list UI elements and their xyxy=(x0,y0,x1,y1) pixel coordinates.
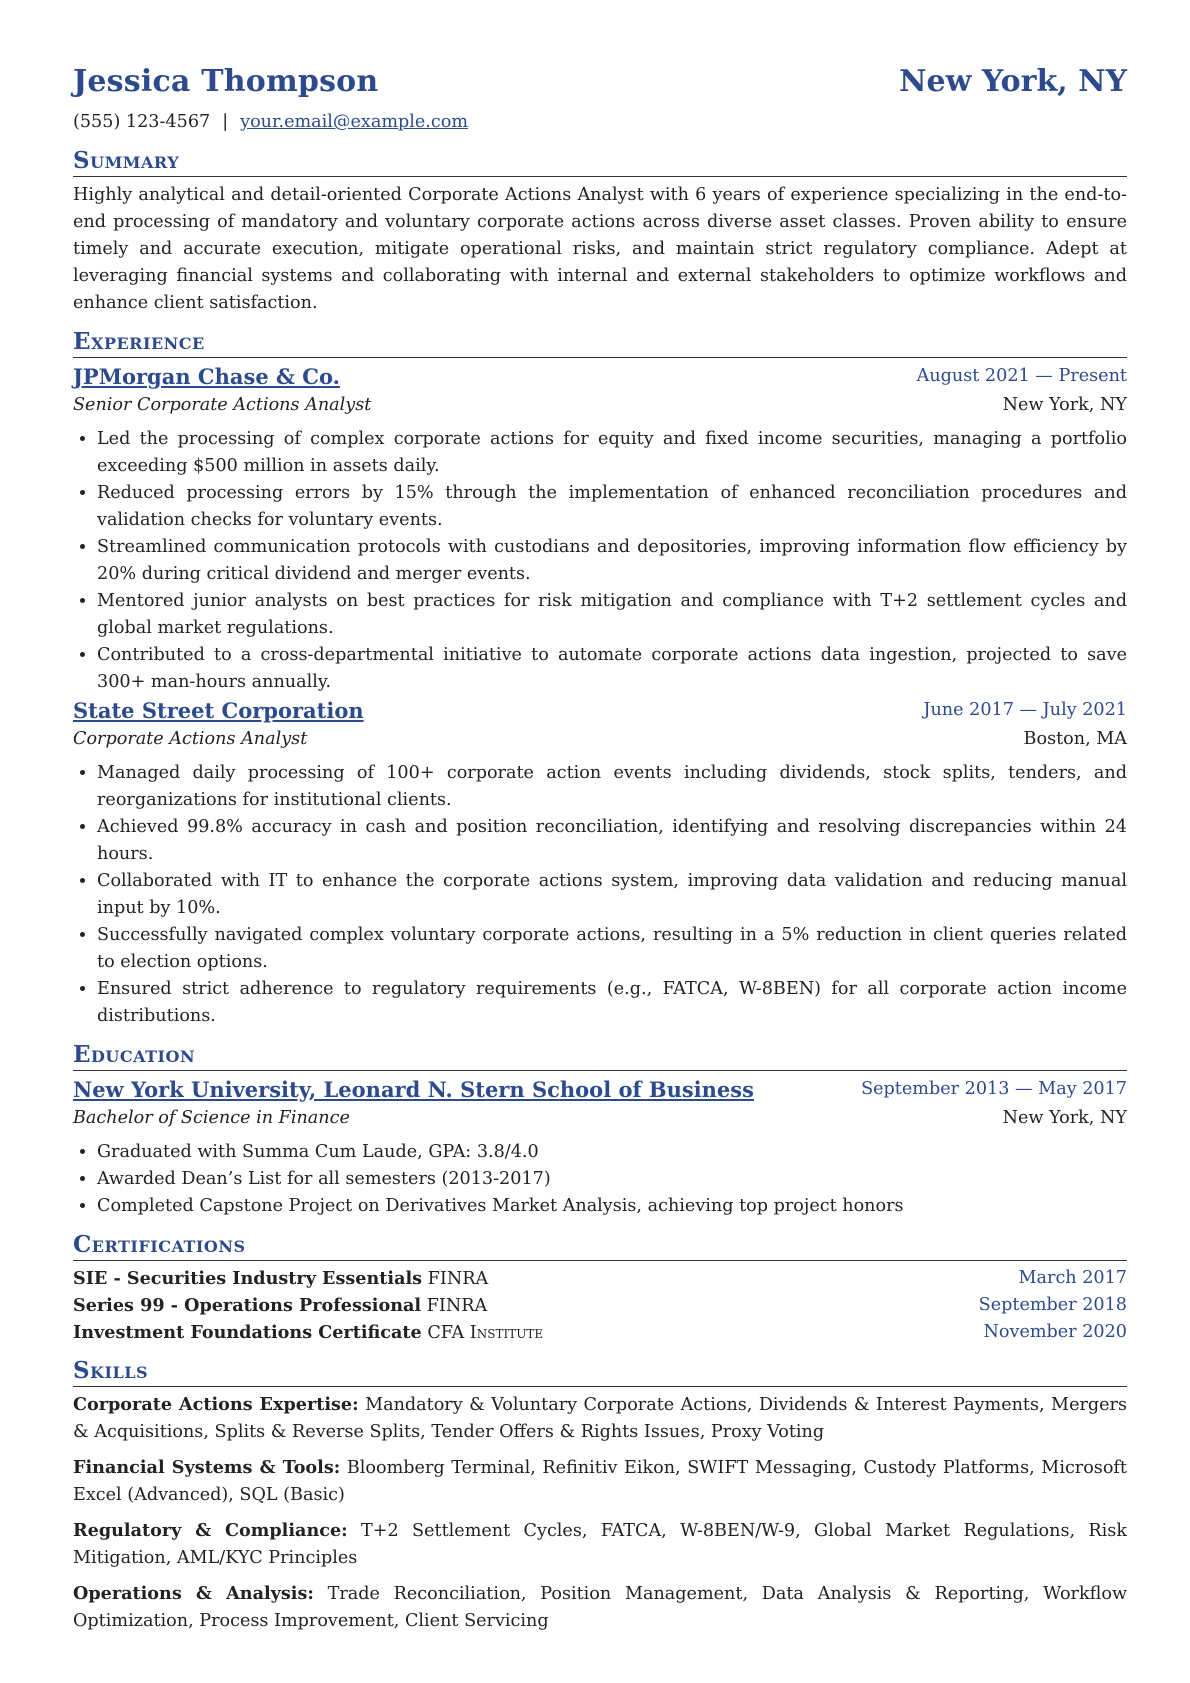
company-link[interactable]: State Street Corporation xyxy=(73,698,364,723)
email-link[interactable]: your.email@example.com xyxy=(240,112,469,132)
list-item: • Contributed to a cross-departmental initiative to automate corporate actions data ingestion, projected to save 300+ man-hours annually. xyxy=(97,642,1127,696)
resume-page xyxy=(73,58,1127,1635)
education-heading: Education xyxy=(73,1040,1127,1071)
candidate-location: New York, NY xyxy=(899,64,1127,99)
school-link[interactable]: New York University, Leonard N. Stern School of Business xyxy=(73,1077,754,1102)
education-list xyxy=(73,1139,1127,1220)
list-item: • Reduced processing errors by 15% through the implementation of enhanced reconciliation procedures and validation checks for voluntary events. xyxy=(97,480,1127,534)
education-dates: September 2013 — May 2017 xyxy=(861,1079,1127,1099)
candidate-name: Jessica Thompson xyxy=(73,64,379,99)
skill-group xyxy=(73,1454,1127,1509)
list-item: • Streamlined communication protocols with custodians and depositories, improving information flow efficiency by 20% during critical dividend and merger events. xyxy=(97,534,1127,588)
certification-name: Series 99 - Operations Professional xyxy=(73,1295,422,1316)
certification-issuer: FINRA xyxy=(427,1269,489,1289)
entry-header xyxy=(73,1075,1127,1104)
experience-heading: Experience xyxy=(73,327,1127,358)
list-item: • Successfully navigated complex voluntary corporate actions, resulting in a 5% reduction in client queries related to election options. xyxy=(97,922,1127,976)
certification-date: September 2018 xyxy=(978,1295,1127,1315)
list-item: • Led the processing of complex corporate actions for equity and fixed income securities, managing a portfolio exceeding $500 million in assets daily. xyxy=(97,426,1127,480)
summary-text: Highly analytical and detail-oriented Corporate Actions Analyst with 6 years of experience specializing in the end-to-end processing of mandatory and voluntary corporate actions across diverse asset classes. Proven ability to ensure timely and accurate execution, mitigate operational risks, and maintain strict regulatory compliance. Adept at leveraging financial systems and collaborating with internal and external stakeholders to optimize workflows and enhance client satisfaction. xyxy=(73,185,1127,313)
contact-line xyxy=(73,108,1127,136)
entry-subheader xyxy=(73,391,1127,420)
certification-row xyxy=(73,1265,1127,1292)
achievement-list xyxy=(73,760,1127,1030)
skill-group xyxy=(73,1517,1127,1572)
list-item: • Graduated with Summa Cum Laude, GPA: 3.8/4.0 xyxy=(97,1139,1127,1166)
certification-issuer: FINRA xyxy=(426,1296,488,1316)
list-item: • Awarded Dean’s List for all semesters (2013-2017) xyxy=(97,1166,1127,1193)
phone-number: (555) 123-4567 xyxy=(73,112,211,132)
resume-header xyxy=(73,58,1127,106)
skill-text: Trade Reconciliation, Position Management, Data Analysis & Reporting, Workflow Optimization, Process Improvement, Client Servicing xyxy=(73,1584,1128,1631)
certification-list xyxy=(73,1265,1127,1346)
list-item: • Achieved 99.8% accuracy in cash and position reconciliation, identifying and resolving discrepancies within 24 hours. xyxy=(97,814,1127,868)
experience-entry xyxy=(73,696,1127,1030)
employment-dates: June 2017 — July 2021 xyxy=(923,700,1127,720)
contact-separator: | xyxy=(222,112,229,132)
skills-list xyxy=(73,1391,1127,1635)
certification-row xyxy=(73,1292,1127,1319)
certification-date: March 2017 xyxy=(1018,1268,1127,1288)
job-location: New York, NY xyxy=(1002,395,1127,415)
skill-group xyxy=(73,1580,1127,1635)
education-entry xyxy=(73,1075,1127,1220)
entry-header xyxy=(73,696,1127,725)
job-location: Boston, MA xyxy=(1023,729,1127,749)
skill-text: Bloomberg Terminal, Refinitiv Eikon, SWIFT Messaging, Custody Platforms, Microsoft Excel (Advanced), SQL (Basic) xyxy=(73,1458,1128,1505)
employment-dates: August 2021 — Present xyxy=(916,366,1127,386)
list-item: • Managed daily processing of 100+ corporate action events including dividends, stock splits, tenders, and reorganizations for institutional clients. xyxy=(97,760,1127,814)
certification-row xyxy=(73,1319,1127,1346)
school-location: New York, NY xyxy=(1002,1108,1127,1128)
skill-label: Regulatory & Compliance: xyxy=(73,1520,348,1541)
skill-label: Corporate Actions Expertise: xyxy=(73,1394,359,1415)
skill-text: Mandatory & Voluntary Corporate Actions, Dividends & Interest Payments, Mergers & Acquisitions, Splits & Reverse Splits, Tender Offers & Rights Issues, Proxy Voting xyxy=(73,1395,1127,1442)
company-link[interactable]: JPMorgan Chase & Co. xyxy=(73,364,340,389)
list-item: • Mentored junior analysts on best practices for risk mitigation and compliance with T+2 settlement cycles and global market regulations. xyxy=(97,588,1127,642)
entry-subheader xyxy=(73,1104,1127,1133)
list-item: • Collaborated with IT to enhance the corporate actions system, improving data validation and reducing manual input by 10%. xyxy=(97,868,1127,922)
degree: Bachelor of Science in Finance xyxy=(73,1108,350,1128)
job-title: Senior Corporate Actions Analyst xyxy=(73,395,372,415)
job-title: Corporate Actions Analyst xyxy=(73,729,308,749)
entry-subheader xyxy=(73,725,1127,754)
certification-name: Investment Foundations Certificate xyxy=(73,1322,422,1343)
entry-header xyxy=(73,362,1127,391)
skill-label: Operations & Analysis: xyxy=(73,1583,314,1604)
skill-group xyxy=(73,1391,1127,1446)
list-item: • Ensured strict adherence to regulatory requirements (e.g., FATCA, W-8BEN) for all corporate action income distributions. xyxy=(97,976,1127,1030)
list-item: • Completed Capstone Project on Derivatives Market Analysis, achieving top project honors xyxy=(97,1193,1127,1220)
summary-heading: Summary xyxy=(73,146,1127,177)
skill-label: Financial Systems & Tools: xyxy=(73,1457,341,1478)
skill-text: T+2 Settlement Cycles, FATCA, W-8BEN/W-9, Global Market Regulations, Risk Mitigation, AML/KYC Principles xyxy=(73,1521,1127,1568)
certification-name: SIE - Securities Industry Essentials xyxy=(73,1268,423,1289)
certification-issuer: CFA Institute xyxy=(427,1323,544,1343)
certification-date: November 2020 xyxy=(983,1322,1127,1342)
certifications-heading: Certifications xyxy=(73,1230,1127,1261)
skills-heading: Skills xyxy=(73,1356,1127,1387)
experience-entry xyxy=(73,362,1127,696)
achievement-list xyxy=(73,426,1127,696)
